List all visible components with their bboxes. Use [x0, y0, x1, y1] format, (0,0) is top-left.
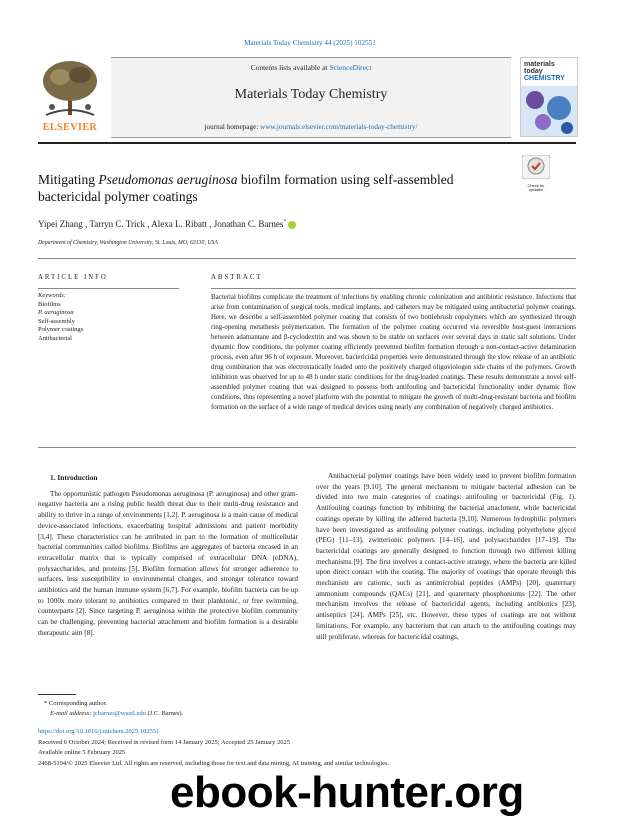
article-metadata — [38, 727, 389, 769]
abstract-text: Bacterial biofilms complicate the treatment of infections by enabling chronic colonization and antibiotic resistance. Infections that arise from contamination of surgical tools, medical implants, and catheters may be mitigated using antibacterial polymer coatings. Here, we describe a self-assembled polymer coating that consists of two bottlebrush copolymers which are synthesized through ring-opening metathesis polymerization. The formation of the polymer coating occurred via reversible host-guest interactions between adamantane and β-cyclodextrin and was shown to be stable on surfaces over several days in static salt solutions. Under dynamic flow conditions, the polymer coating efficiently prevented biofilm formation through a non-contact-active delamination process, even after 96 h of exposure. Moreover, bactericidal properties were demonstrated through the slow release of an antibiotic drug combination that was electrostatically loaded onto the positively charged oligoviologen side chains of the polymers. Growth inhibition was observed for up to 48 h under static conditions for the drug-loaded coatings. These results demonstrate a novel self-assembled polymer coating that was designed to possess both antifouling and bactericidal functionality under dynamic flow conditions, thus representing a novel platform with the potential to mitigate the growth of multi-drug-resistant bacteria and biofilm formation on the surface of a wide range of medical devices using nearly any combination of negatively charged antibiotics. — [211, 294, 576, 411]
journal-cover-thumbnail[interactable] — [520, 57, 578, 137]
body-paragraph: Antibacterial polymer coatings have been widely used to prevent biofilm formation over the years [9,10]. The general mechanism to mitigate bacterial adhesion can be divided into two main categories of coatings: antifouling or bactericidal (Fig. 1). Antifouling coatings function by inhibiting the bacterial attachment, while bactericidal coatings operate by killing the adhered bacteria [9,10]. Numerous hydrophilic polymers have been investigated as antifouling polymer coatings, including polyethylene glycol (PEG) [11–13], zwitterionic polymers [14–16], and polysaccharides [17–19]. The bactericidal coatings are generally designed to function through two different killing mechanisms [9]. The first involves a contact-active strategy, where the bacteria are killed upon direct contact with the coating. The majority of coatings that operate through this mechanism are cationic, such as antimicrobial peptides (AMPs) [20], quaternary ammonium compounds (QACs) [21], and quaternary phosphoniums [22]. The other mechanism involves the release of bactericidal agents, including antibiotics [23], antiseptics [24], AMPs [25], etc. However, these types of coatings are not without limitations. For example, any bacterium that can attach to the antifouling coatings may still proliferate, whereas for bactericidal coatings, — [316, 472, 576, 641]
keyword-item: Antibacterial — [38, 334, 72, 342]
elsevier-wordmark: ELSEVIER — [42, 122, 98, 133]
body-column-left — [38, 473, 298, 644]
article-info-heading: ARTICLE INFO — [38, 274, 108, 281]
cover-artwork — [521, 86, 577, 136]
online-date: Available online 5 February 2025 — [38, 749, 126, 756]
affiliation-rule — [38, 258, 576, 259]
sciencedirect-link[interactable]: ScienceDirect — [329, 63, 372, 72]
journal-homepage — [111, 123, 511, 131]
author-email-link[interactable]: jcbarnes@wustl.edu — [93, 710, 146, 717]
email-suffix: (J.C. Barnes). — [145, 710, 184, 717]
orcid-icon[interactable] — [288, 221, 296, 229]
watermark-text: ebook-hunter.org — [170, 768, 524, 817]
article-info-rule — [38, 288, 179, 289]
email-label: E-mail address: — [50, 710, 94, 717]
abstract-rule — [211, 288, 576, 289]
cover-title: materials today — [524, 61, 555, 75]
introduction-heading: 1. Introduction — [50, 473, 98, 482]
contents-line — [111, 63, 511, 72]
journal-title: Materials Today Chemistry — [234, 87, 388, 102]
received-dates: Received 6 October 2024; Received in revised form 14 January 2025; Accepted 25 January 2025 — [38, 738, 290, 746]
header-rule — [38, 142, 576, 144]
corresponding-mark[interactable]: * — [283, 219, 287, 225]
keyword-item: Polymer coatings — [38, 326, 84, 334]
abstract-heading: ABSTRACT — [211, 274, 263, 281]
contents-prefix: Contents lists available at — [250, 63, 330, 72]
title-species: Pseudomonas aeruginosa — [98, 172, 238, 187]
doi-link[interactable]: https://doi.org/10.1016/j.mtchem.2025.102551 — [38, 728, 160, 735]
footnote-rule — [38, 694, 76, 695]
journal-citation[interactable]: Materials Today Chemistry 44 (2025) 102551 — [244, 39, 376, 47]
keyword-item: P. aeruginosa — [38, 309, 74, 317]
affiliation: Department of Chemistry, Washington University, St. Louis, MO, 63130, USA — [38, 240, 218, 246]
cover-subtitle: CHEMISTRY — [524, 75, 565, 82]
homepage-prefix: journal homepage: — [204, 123, 261, 131]
keywords-block — [38, 292, 83, 344]
body-column-right — [316, 471, 576, 647]
homepage-link[interactable]: www.journals.elsevier.com/materials-today-chemistry/ — [260, 123, 418, 131]
check-updates-icon — [522, 155, 550, 179]
abstract-end-rule — [38, 447, 576, 448]
keyword-item: Biofilms — [38, 300, 61, 308]
corresponding-label: * Corresponding author. — [44, 700, 108, 707]
author-list: Yipei Zhang , Tarryn C. Trick , Alexa L. Ribatt , Jonathan C. Barnes* — [38, 219, 296, 229]
keywords-label: Keywords: — [38, 292, 66, 299]
keyword-item: Self-assembly — [38, 317, 75, 325]
copyright-line: 2468-5194/© 2025 Elsevier Ltd. All rights are reserved, including those for text and data mining, AI training, and similar technologies. — [38, 759, 390, 767]
check-for-updates-badge[interactable]: Check for updates — [522, 155, 550, 187]
body-paragraph: The opportunistic pathogen Pseudomonas aeruginosa (P. aeruginosa) and other gram-negative bacteria are a rising public health threat due to their multi-drug resistance and ability to thrive in a range of environments [1,2]. P. aeruginosa is a main cause of medical device-associated infections, exacerbating hospital admissions and patient morbidity [3,4]. These characteristics can be attributed in part to the formation of multicellular bacterial communities called biofilms. Biofilms are aggregates of bacteria encased in an extracellular matrix that is typically comprised of extracellular DNA (eDNA), polysaccharides, and proteins [5]. Biofilm formation allows for stronger adherence to surfaces, less susceptibility to environmental changes, and stronger tolerance toward antibiotics and the human immune system [6,7]. For example, biofilm bacteria can be up to 1000x more tolerant to antibiotics compared to their planktonic, or free swimming, counterparts [2]. Since targeting P. aeruginosa within the protective biofilm community can be challenging, preventing bacterial attachment and biofilm formation is a desirable therapeutic aim [8]. — [38, 489, 298, 637]
corresponding-footnote — [38, 699, 183, 719]
article-title: Mitigating Pseudomonas aeruginosa biofilm formation using self-assembled bactericidal polymer coatings — [38, 172, 454, 204]
